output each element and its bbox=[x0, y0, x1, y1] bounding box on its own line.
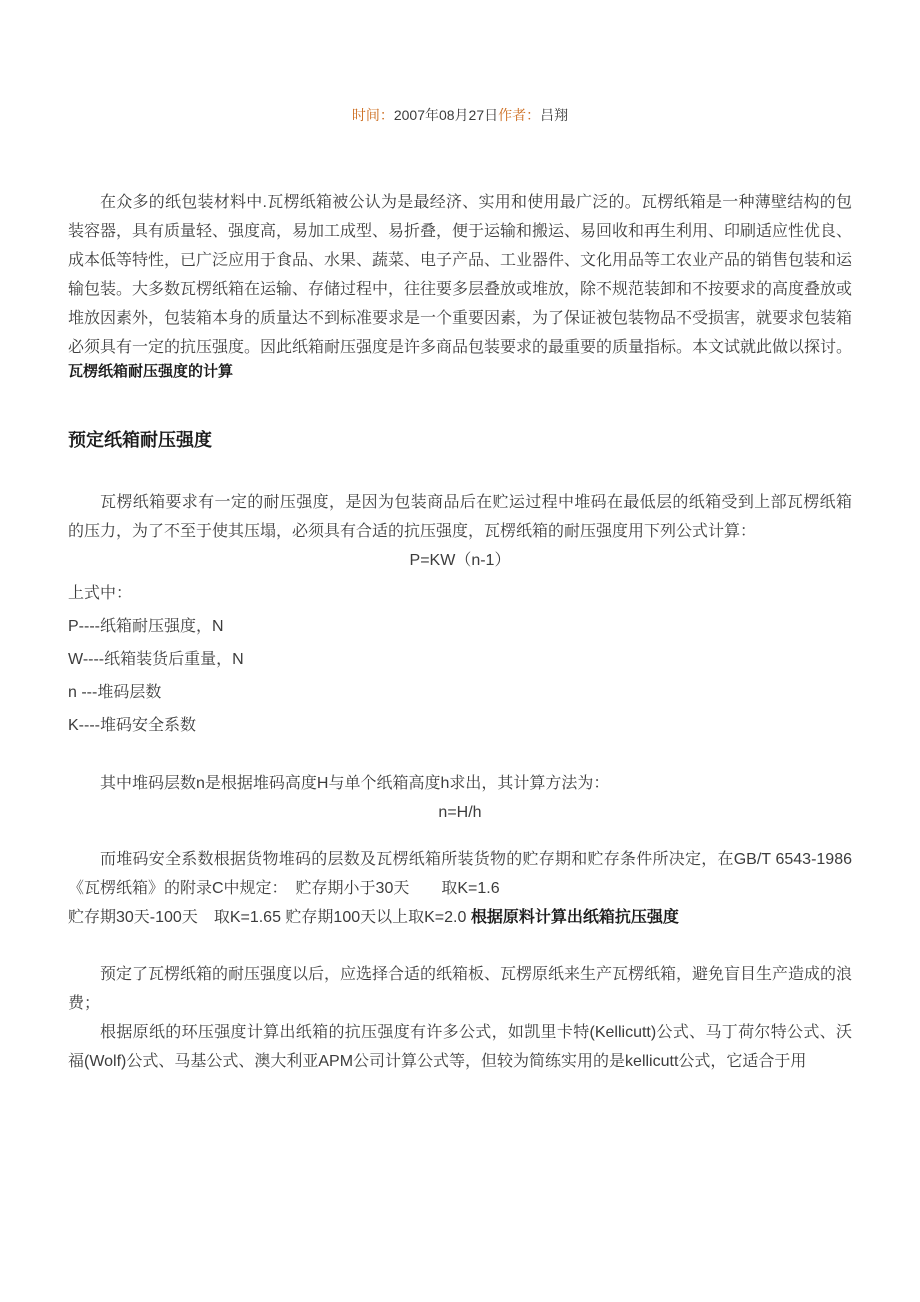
author-value: 吕翔 bbox=[540, 107, 569, 123]
section-heading-preset: 预定纸箱耐压强度 bbox=[68, 430, 212, 450]
formula-legend-item-k: K----堆码安全系数 bbox=[68, 717, 196, 734]
intro-paragraph: 在众多的纸包装材料中.瓦楞纸箱被公认为是最经济、实用和使用最广泛的。瓦楞纸箱是一种薄壁结构的包装容器，具有质量轻、强度高，易加工成型、易折叠，便于运输和搬运、易回收和再生利用、印刷适应性优良、成本低等特性，已广泛应用于食品、水果、蔬菜、电子产品、工业器件、文化用品等工农业产品的销售包装和运输包装。大多数瓦楞纸箱在运输、存储过程中，往往要多层叠放或堆放，除不规范装卸和不按要求的高度叠放或堆放因素外，包装箱本身的质量达不到标准要求是一个重要因素，为了保证被包装物品不受损害，就要求包装箱必须具有一定的抗压强度。因此纸箱耐压强度是许多商品包装要求的最重要的质量指标。本文试就此做以探讨。 bbox=[68, 194, 853, 356]
safety-factor-paragraph: 而堆码安全系数根据货物堆码的层数及瓦楞纸箱所装货物的贮存期和贮存条件所决定，在GB/T 6543-1986《瓦楞纸箱》的附录C中规定： 贮存期小于30天 取K=1.6 bbox=[68, 851, 852, 897]
formula-legend-intro: 上式中： bbox=[68, 585, 133, 602]
time-value: 2007年08月27日 bbox=[393, 107, 499, 123]
formula-legend bbox=[68, 583, 852, 737]
time-label: 时间： bbox=[351, 107, 394, 123]
safety-factor-block bbox=[68, 845, 852, 932]
formula-list-paragraph: 根据原纸的环压强度计算出纸箱的抗压强度有许多公式，如凯里卡特(Kellicutt)公式、马丁荷尔特公式、沃福(Wolf)公式、马基公式、澳大利亚APM公司计算公式等，但较为简练实用的是kellicutt公式，它适合于用 bbox=[68, 1024, 852, 1070]
formula-legend-item-n: n ---堆码层数 bbox=[68, 684, 162, 701]
storage-k-values: 贮存期30天-100天 取K=1.65 贮存期100天以上取K=2.0 bbox=[68, 909, 471, 926]
author-label: 作者： bbox=[498, 107, 541, 123]
storage-period-line bbox=[68, 903, 852, 932]
raw-material-heading: 根据原料计算出纸箱抗压强度 bbox=[470, 909, 679, 926]
stacking-layers-paragraph: 其中堆码层数n是根据堆码高度H与单个纸箱高度h求出，其计算方法为： bbox=[100, 775, 610, 792]
formula-legend-item-w: W----纸箱装货后重量，N bbox=[68, 651, 244, 668]
section-heading-calculation: 瓦楞纸箱耐压强度的计算 bbox=[68, 363, 234, 380]
compression-formula: P=KW（n-1） bbox=[409, 552, 511, 569]
meta-line bbox=[68, 106, 852, 124]
layers-formula: n=H/h bbox=[438, 804, 482, 821]
material-selection-paragraph: 预定了瓦楞纸箱的耐压强度以后，应选择合适的纸箱板、瓦楞原纸来生产瓦楞纸箱，避免盲目生产造成的浪费； bbox=[68, 966, 853, 1012]
formula-legend-item-p: P----纸箱耐压强度，N bbox=[68, 618, 224, 635]
requirement-paragraph: 瓦楞纸箱要求有一定的耐压强度，是因为包装商品后在贮运过程中堆码在最低层的纸箱受到上部瓦楞纸箱 的压力，为了不至于使其压塌，必须具有合适的抗压强度，瓦楞纸箱的耐压强度用下列公式计算： bbox=[68, 494, 852, 540]
